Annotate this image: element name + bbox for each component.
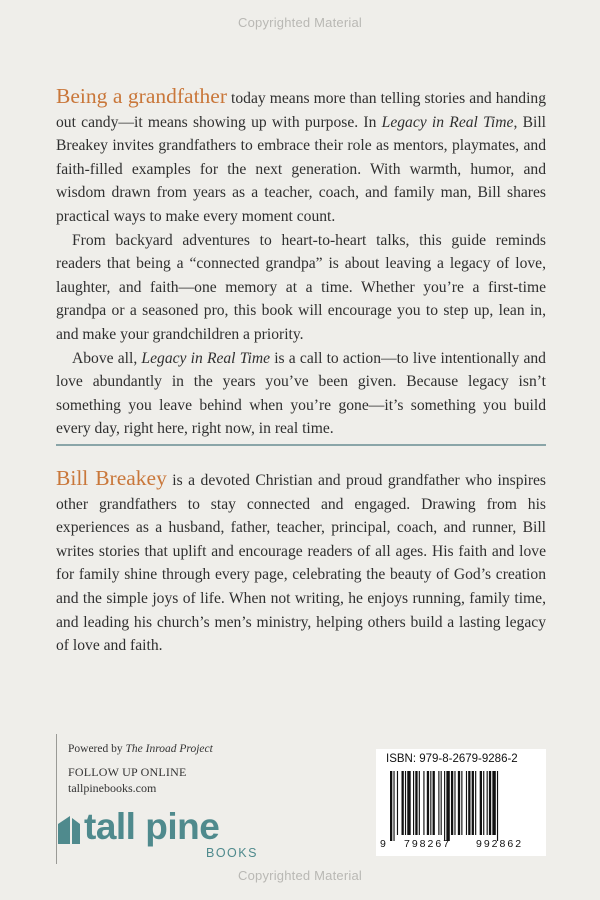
barcode-bar <box>492 771 495 835</box>
book-title: Legacy in Real Time <box>141 349 271 367</box>
author-bio-text: is a devoted Christian and proud grandfather who inspires other grandfathers to stay connected and engaged. Drawing from his experiences as a husband, father, teacher, principal, coach, and runner, Bill writes stories that uplift and encourage readers of all ages. His faith and love for family shine through every page, celebrating the beauty of God’s creation and the simple joys of life. When not writing, he enjoys running, family time, and leading his church’s men’s ministry, helping others build a lasting legacy of love and faith. <box>56 472 547 655</box>
barcode-bar <box>438 771 439 835</box>
barcode-bar <box>466 771 467 835</box>
barcode-bar <box>390 771 392 841</box>
barcode-bar <box>483 771 484 835</box>
blurb-paragraph-1 <box>56 85 546 229</box>
barcode-bar <box>413 771 414 835</box>
barcode-bar <box>430 771 431 835</box>
barcode-bar <box>444 771 445 841</box>
barcode-bar <box>454 771 455 835</box>
pine-tree-icon <box>56 814 82 854</box>
barcode-bar <box>461 771 462 835</box>
blurb-paragraph-2: From backyard adventures to heart-to-heart talks, this guide reminds readers that being a “connected grandpa” is about leaving a legacy of love, laughter, and faith—one memory at a time. Whether you’re a first-time grandpa or a seasoned pro, this book will encourage you to step up, lean in, and make your grandchildren a priority. <box>56 231 546 343</box>
barcode-bar <box>433 771 435 835</box>
blurb-text: is a call to action—to live intentionally and love abundantly in the years you’ve been given. Because legacy isn’t something you leave behind when you’re gone—it’s something you build every day, right here, right now, in real time. <box>56 349 546 438</box>
barcode-bar <box>480 771 482 835</box>
back-cover-blurb <box>56 85 546 441</box>
barcode-bar <box>402 771 404 835</box>
barcode-bar <box>446 771 449 841</box>
barcode-bar <box>407 771 410 835</box>
blurb-text: today means more than telling stories and handing out candy—it means showing up with purpose. In <box>56 90 546 131</box>
follow-label: FOLLOW UP ONLINE <box>68 765 187 779</box>
barcode-bar <box>415 771 417 835</box>
powered-by-label: Powered by <box>68 743 126 755</box>
barcode-bar <box>487 771 488 835</box>
barcode-bar <box>475 771 476 835</box>
blurb-paragraph-3 <box>56 347 546 441</box>
author-bio <box>56 467 546 658</box>
publisher-logo <box>56 806 266 862</box>
barcode-digit-lead: 9 <box>380 838 386 850</box>
barcode-bar <box>441 771 442 835</box>
copyright-watermark-top: Copyrighted Material <box>238 15 362 30</box>
blurb-text: , Bill Breakey invites grandfathers to embrace their role as mentors, playmates, and faith-filled examples for the next generation. With warmth, humor, and wisdom drawn from years as a teacher, coach, and family man, Bill shares practical ways to make every moment count. <box>56 113 546 225</box>
barcode-bar <box>489 771 491 835</box>
barcode-bar <box>451 771 453 835</box>
barcode-bar <box>393 771 394 841</box>
powered-by <box>68 743 256 755</box>
barcode-bar <box>427 771 429 835</box>
logo-wordmark: tall pine <box>84 806 220 847</box>
barcode-bars <box>384 771 540 841</box>
copyright-watermark-bottom: Copyrighted Material <box>238 868 362 883</box>
barcode-digits-right: 992862 <box>476 838 524 850</box>
blurb-text: Above all, <box>72 349 142 367</box>
publisher-url[interactable]: tallpinebooks.com <box>68 781 157 795</box>
barcode-bar <box>423 771 424 835</box>
barcode-bar <box>497 771 498 841</box>
section-divider <box>56 444 546 446</box>
barcode-bar <box>405 771 406 835</box>
powered-by-name: The Inroad Project <box>125 743 213 755</box>
blurb-lead: Being a grandfather <box>56 84 228 108</box>
barcode-digits-left: 798267 <box>404 838 452 850</box>
barcode-bar <box>397 771 398 835</box>
barcode-bar <box>472 771 474 835</box>
barcode-bar <box>419 771 420 835</box>
barcode-bar <box>468 771 470 835</box>
isbn-label: ISBN: 979-8-2679-9286-2 <box>386 753 518 765</box>
book-title: Legacy in Real Time <box>381 113 514 131</box>
logo-subtitle: BOOKS <box>206 846 258 860</box>
author-name: Bill Breakey <box>56 466 167 490</box>
isbn-barcode <box>376 749 546 856</box>
barcode-bar <box>458 771 460 835</box>
